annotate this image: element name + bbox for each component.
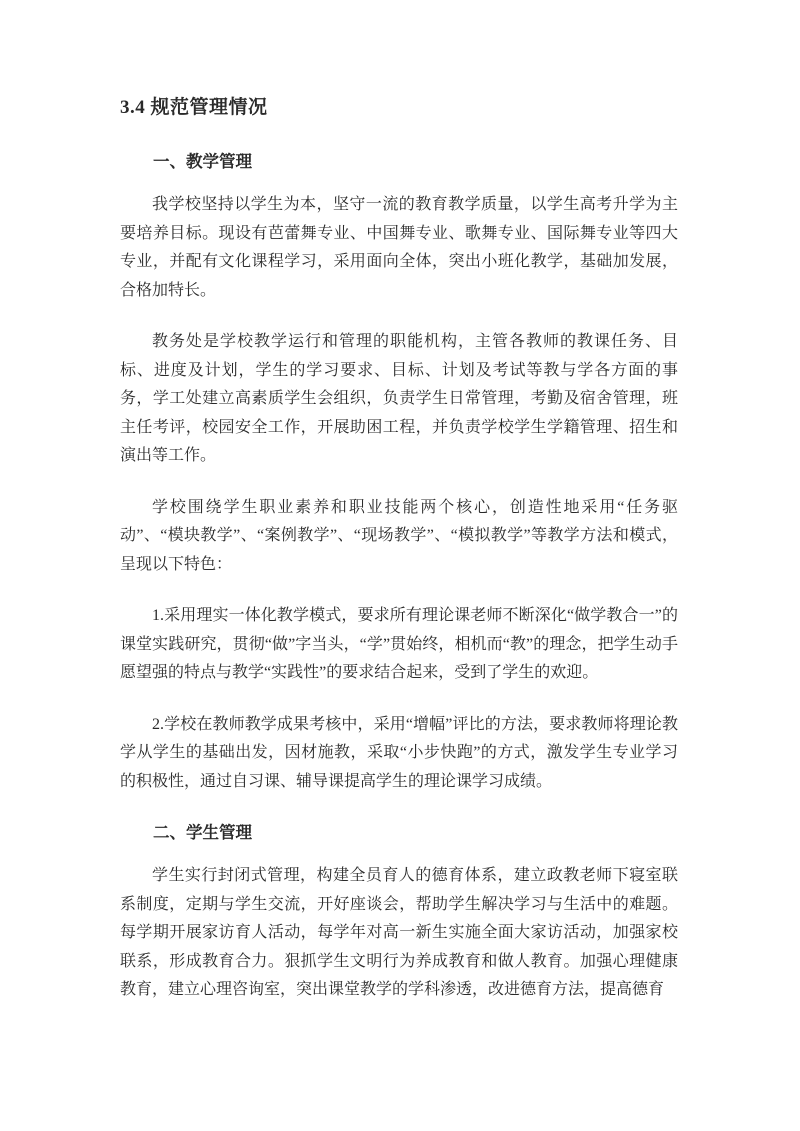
section-heading-student-management: 二、学生管理 [153, 823, 252, 842]
paragraph-academic-affairs-office: 教务处是学校教学运行和管理的职能机构，主管各教师的教课任务、目标、进度及计划，学生的学习要求、目标、计划及考试等教与学各方面的事务，学工处建立高素质学生会组织，负责学生日常管理，考勤及宿舍管理，班主任考评，校园安全工作，开展助困工程，并负责学校学生学籍管理、招生和演出等工作。 [120, 333, 678, 464]
section-student-management [120, 819, 678, 1005]
paragraph-school-mission: 我学校坚持以学生为本，坚守一流的教育教学质量，以学生高考升学为主要培养目标。现设有芭蕾舞专业、中国舞专业、歌舞专业、国际舞专业等四大专业，并配有文化课程学习，采用面向全体，突出小班化教学，基础加发展，合格加特长。 [120, 196, 678, 299]
paragraph-feature-2: 2.学校在教师教学成果考核中，采用“增幅”评比的方法，要求教师将理论教学从学生的基础出发，因材施教，采取“小步快跑”的方式，激发学生专业学习的积极性，通过自习课、辅导课提高学生的理论课学习成绩。 [120, 715, 678, 790]
section-teaching-management [120, 148, 678, 796]
section-heading-teaching-management: 一、教学管理 [153, 152, 252, 171]
paragraph-teaching-methods: 学校围绕学生职业素养和职业技能两个核心，创造性地采用“任务驱动”、“模块教学”、“案例教学”、“现场教学”、“模拟教学”等教学方法和模式，呈现以下特色： [120, 498, 678, 573]
document-title: 3.4 规范管理情况 [120, 97, 268, 118]
paragraph-feature-1: 1.采用理实一体化教学模式，要求所有理论课老师不断深化“做学教合一”的课堂实践研究，贯彻“做”字当头，“学”贯始终，相机而“教”的理念，把学生动手愿望强的特点与教学“实践性”的要求结合起来，受到了学生的欢迎。 [120, 607, 678, 681]
paragraph-student-management: 学生实行封闭式管理，构建全员育人的德育体系，建立政教老师下寝室联系制度，定期与学生交流，开好座谈会，帮助学生解决学习与生活中的难题。每学期开展家访育人活动，每学年对高一新生实施全面大家访活动，加强家校联系，形成教育合力。狠抓学生文明行为养成教育和做人教育。加强心理健康教育，建立心理咨询室，突出课堂教学的学科渗透，改进德育方法，提高德育 [120, 867, 678, 998]
